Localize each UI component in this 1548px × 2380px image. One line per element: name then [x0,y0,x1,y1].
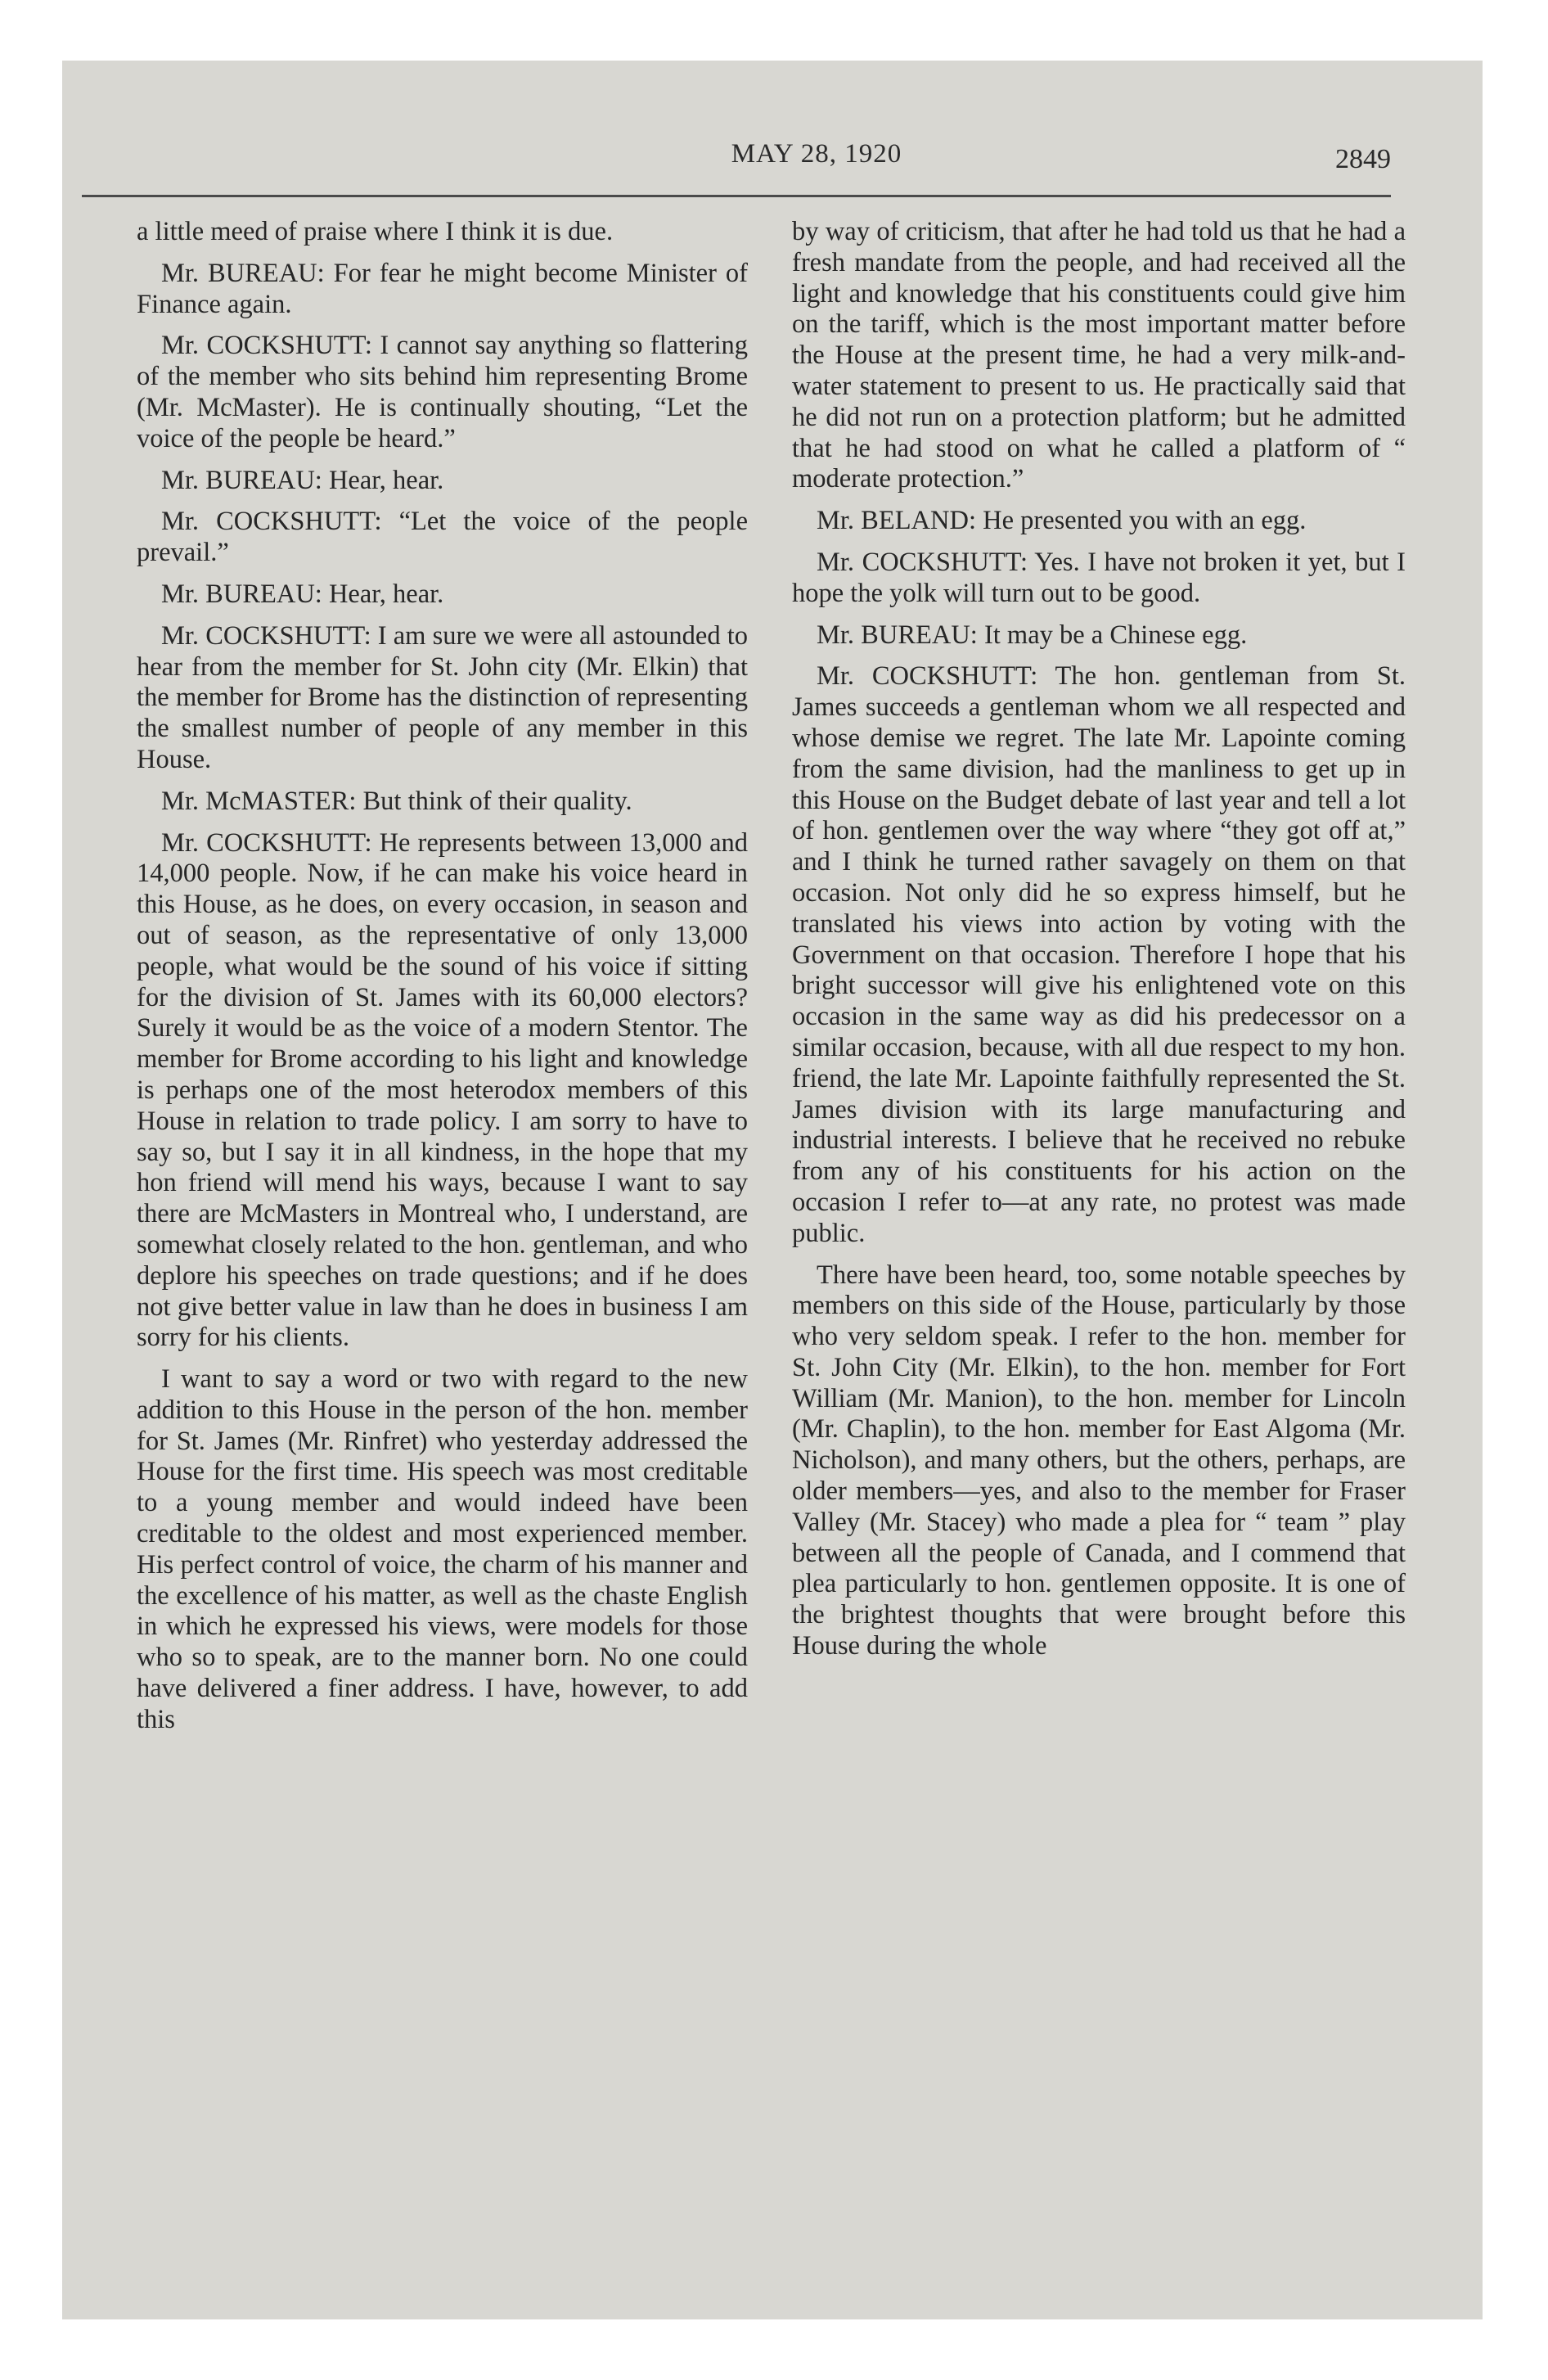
paragraph: I want to say a word or two with regard to the new addition to this House in the person of the hon. member for St. James (Mr. Rinfret) who yesterday addressed the House for the first time. His speech was most creditable to a young member and would indeed have been creditable to the oldest and most experienced member. His perfect control of voice, the charm of his manner and the excellence of his matter, as well as the chaste English in which he expressed his views, were models for those who so to speak, are to the manner born. No one could have delivered a finer address. I have, however, to add this [137,1364,748,1734]
paragraph: Mr. COCKSHUTT: Yes. I have not broken it yet, but I hope the yolk will turn out to be good. [792,547,1406,608]
paragraph: Mr. COCKSHUTT: He represents between 13,000 and 14,000 people. Now, if he can make his voice heard in this House, as he does, on every occasion, in season and out of season, as the representative of only 13,000 people, what would be the sound of his voice if sitting for the division of St. James with its 60,000 electors? Surely it would be as the voice of a modern Stentor. The member for Brome according to his light and knowledge is perhaps one of the most heterodox members of this House in relation to trade policy. I am sorry to have to say so, but I say it in all kindness, in the hope that my hon friend will mend his ways, because I want to say there are McMasters in Montreal who, I understand, are somewhat closely related to the hon. gentleman, and who deplore his speeches on trade questions; and if he does not give better value in law than he does in business I am sorry for his clients. [137,827,748,1353]
paragraph: Mr. COCKSHUTT: The hon. gentleman from St. James succeeds a gentleman whom we all respected and whose demise we regret. The late Mr. Lapointe coming from the same division, had the manliness to get up in this House on the Budget debate of last year and tell a lot of hon. gentlemen over the way where “they got off at,” and I think he turned rather savagely on them on that occasion. Not only did he so express himself, but he translated his views into action by voting with the Government on that occasion. Therefore I hope that his bright successor will give his enlightened vote on this occasion in the same way as did his predecessor on a similar occasion, because, with all due respect to my hon. friend, the late Mr. Lapointe faithfully represented the St. James division with its large manufacturing and industrial interests. I believe that he received no rebuke from any of his constituents for his action on the occasion I refer to—at any rate, no protest was made public. [792,661,1406,1248]
paragraph: Mr. COCKSHUTT: I cannot say anything so flattering of the member who sits behind him representing Brome (Mr. McMaster). He is continually shouting, “Let the voice of the people be heard.” [137,331,748,453]
paragraph: by way of criticism, that after he had told us that he had a fresh mandate from the people, and had received all the light and knowledge that his constituents could give him on the tariff, which is the most important matter before the House at the present time, he had a very milk-and-water statement to present to us. He practically said that he did not run on a protection platform; but he admitted that he had stood on what he called a platform of “ moderate protection.” [792,217,1406,494]
page-number: 2849 [1335,144,1391,174]
header-rule [82,195,1391,197]
header-date: MAY 28, 1920 [731,139,902,169]
paragraph: Mr. BUREAU: For fear he might become Minister of Finance again. [137,258,748,319]
right-column [792,217,1406,1673]
paragraph: There have been heard, too, some notable speeches by members on this side of the House, particularly by those who very seldom speak. I refer to the hon. member for St. John City (Mr. Elkin), to the hon. member for Fort William (Mr. Manion), to the hon. member for Lincoln (Mr. Chaplin), to the hon. member for East Algoma (Mr. Nicholson), and many others, but the others, perhaps, are older members—yes, and also to the member for Fraser Valley (Mr. Stacey) who made a plea for “ team ” play between all the people of Canada, and I commend that plea particularly to hon. gentlemen opposite. It is one of the brightest thoughts that were brought before this House during the whole [792,1260,1406,1661]
paragraph: Mr. BUREAU: Hear, hear. [161,579,444,609]
paragraph: a little meed of praise where I think it is due. [137,217,614,246]
paragraph: Mr. BELAND: He presented you with an egg. [817,506,1307,536]
left-column [137,217,748,1747]
paragraph: Mr. BUREAU: It may be a Chinese egg. [817,620,1248,650]
paragraph: Mr. BUREAU: Hear, hear. [161,465,444,495]
paragraph: Mr. COCKSHUTT: I am sure we were all astounded to hear from the member for St. John city (Mr. Elkin) that the member for Brome has the distinction of representing the smallest number of people of any member in this House. [137,620,748,774]
paragraph: Mr. COCKSHUTT: “Let the voice of the people prevail.” [137,507,748,568]
page-header [82,139,1391,180]
paragraph: Mr. McMASTER: But think of their quality. [161,786,632,816]
